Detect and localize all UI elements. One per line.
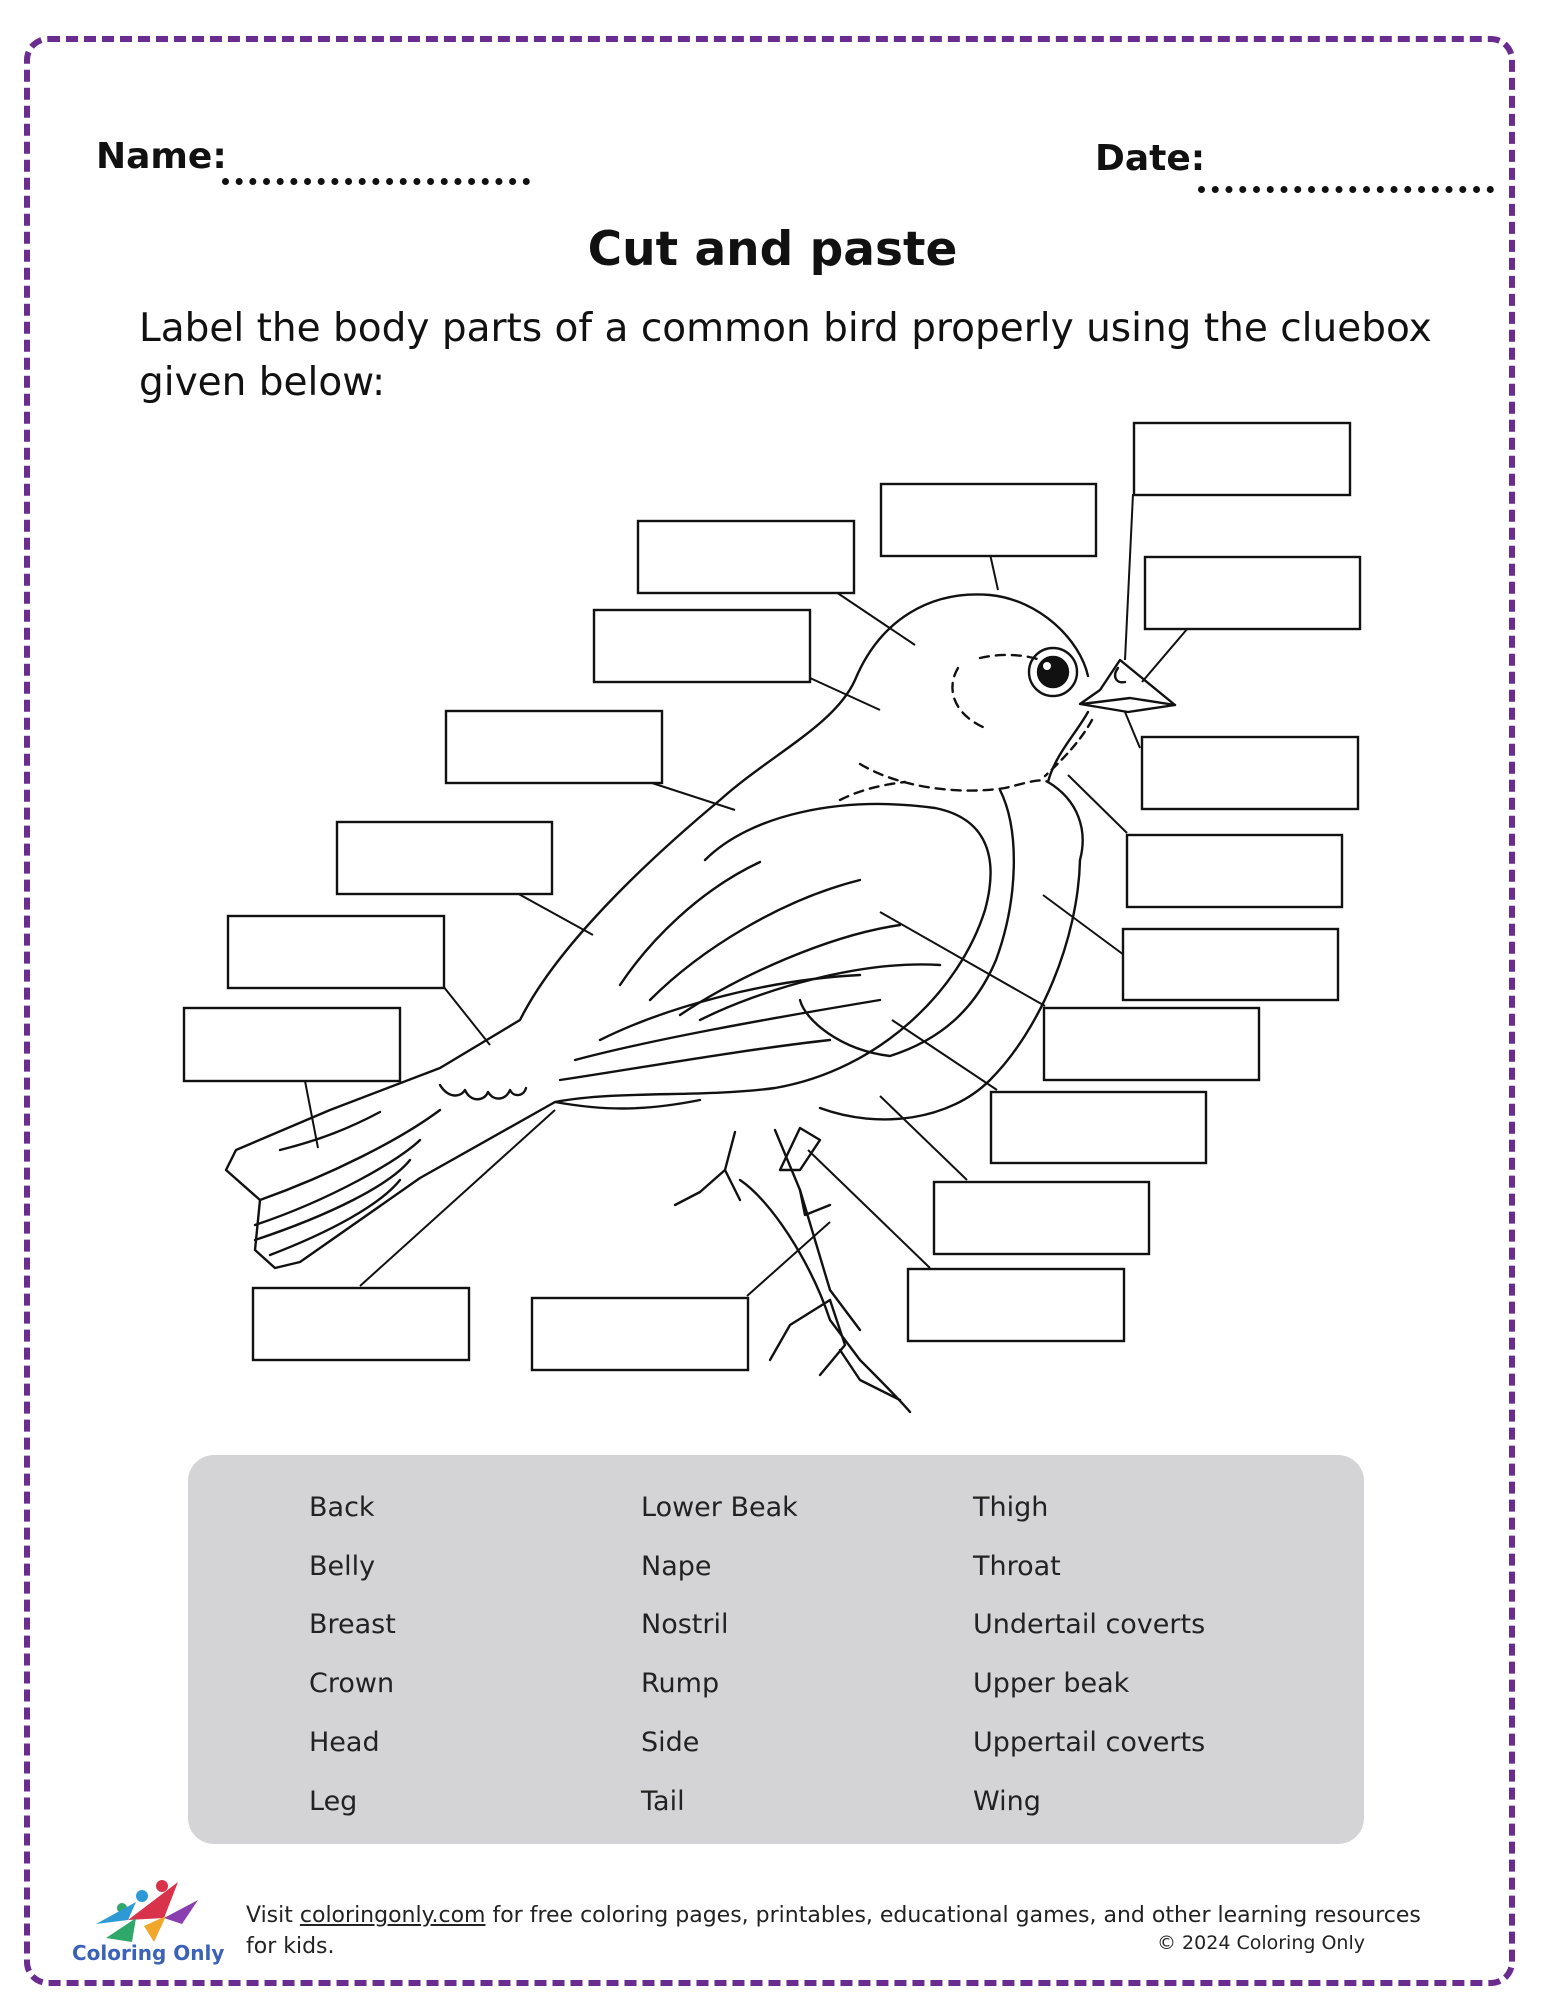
- label-box: [337, 822, 552, 894]
- clue-word[interactable]: Leg: [309, 1786, 358, 1817]
- clue-word[interactable]: Rump: [641, 1668, 720, 1699]
- label-box: [253, 1288, 469, 1360]
- label-box: [991, 1092, 1206, 1163]
- label-box: [1127, 835, 1342, 907]
- clue-word[interactable]: Head: [309, 1727, 380, 1758]
- clue-word[interactable]: Side: [641, 1727, 700, 1758]
- clue-word[interactable]: Crown: [309, 1668, 395, 1699]
- label-box: [1145, 557, 1360, 629]
- footer-visit-suffix: for free coloring pages, printables, educational games, and other learning resources for kids.: [246, 1903, 1421, 1959]
- clue-word[interactable]: Uppertail coverts: [973, 1727, 1206, 1758]
- label-box: [638, 521, 854, 593]
- clue-word[interactable]: Tail: [641, 1786, 685, 1817]
- clue-word[interactable]: Lower Beak: [641, 1492, 798, 1523]
- label-box: [1134, 423, 1350, 495]
- clue-word[interactable]: Upper beak: [973, 1668, 1130, 1699]
- date-label: Date:: [1095, 138, 1206, 179]
- label-box: [1044, 1008, 1259, 1080]
- label-box: [881, 484, 1096, 556]
- clue-word[interactable]: Nostril: [641, 1609, 729, 1640]
- clue-word[interactable]: Belly: [309, 1551, 376, 1582]
- label-box: [594, 610, 810, 682]
- label-box: [1123, 929, 1338, 1000]
- instructions: Label the body parts of a common bird properly using the cluebox given below:: [139, 306, 1432, 405]
- page-title: Cut and paste: [587, 222, 958, 277]
- clue-word[interactable]: Back: [309, 1492, 375, 1523]
- label-box: [228, 916, 444, 988]
- label-boxes: [184, 423, 1360, 1370]
- name-label: Name:: [96, 136, 227, 177]
- label-box: [1142, 737, 1358, 809]
- clue-word[interactable]: Thigh: [973, 1492, 1049, 1523]
- clue-word[interactable]: Breast: [309, 1609, 396, 1640]
- label-box: [934, 1182, 1149, 1254]
- footer-visit-prefix: Visit: [246, 1903, 293, 1928]
- label-box: [184, 1008, 400, 1081]
- logo-text: Coloring Only: [72, 1941, 225, 1965]
- clue-word[interactable]: Wing: [973, 1786, 1041, 1817]
- label-box: [446, 711, 662, 783]
- clue-word[interactable]: Nape: [641, 1551, 712, 1582]
- label-box: [532, 1298, 748, 1370]
- coloringonly-link[interactable]: coloringonly.com: [299, 1903, 486, 1928]
- copyright: © 2024 Coloring Only: [1157, 1932, 1365, 1954]
- clue-word[interactable]: Throat: [973, 1551, 1061, 1582]
- clue-word[interactable]: Undertail coverts: [973, 1609, 1206, 1640]
- label-box: [908, 1269, 1124, 1341]
